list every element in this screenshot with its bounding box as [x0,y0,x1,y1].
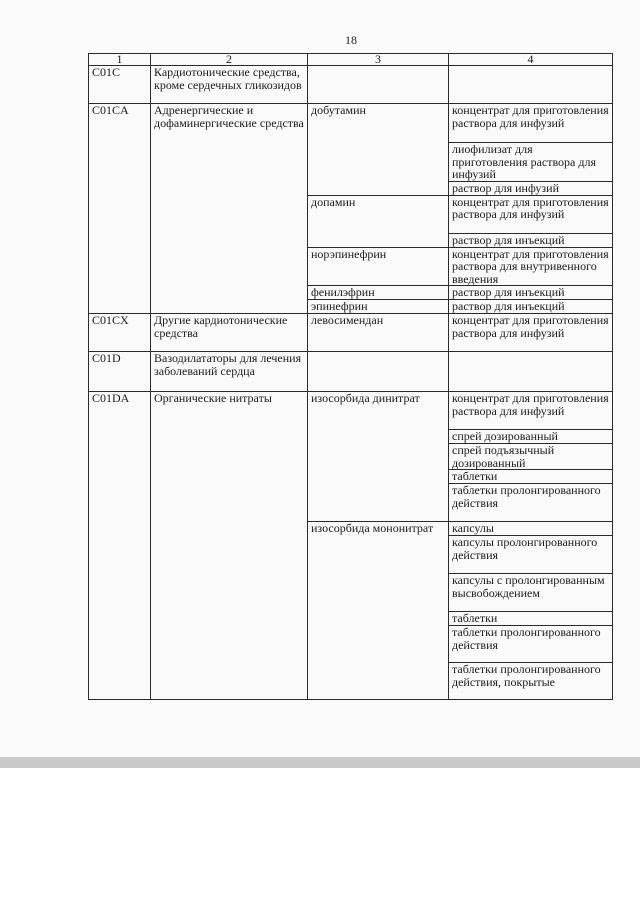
atc-code-cell: C01DA [89,392,151,700]
atc-group-name-cell: Адренергические и дофаминергические средства [151,104,308,314]
drug-name-cell: левосимендан [308,314,449,352]
dosage-form-cell: концентрат для приготовления раствора для внутривенного введения [449,247,613,286]
page-number: 18 [345,33,357,47]
column-header: 1 [89,54,151,66]
atc-group-name-cell: Кардиотонические средства, кроме сердечных гликозидов [151,66,308,104]
atc-group-name-cell: Другие кардиотонические средства [151,314,308,352]
atc-group-name-cell: Органические нитраты [151,392,308,700]
drug-name-cell: допамин [308,195,449,247]
drug-name-cell: изосорбида мононитрат [308,522,449,700]
dosage-form-cell: концентрат для приготовления раствора для инфузий [449,314,613,352]
dosage-form-cell [449,352,613,392]
atc-code-cell: C01D [89,352,151,392]
table-header-row [89,54,613,66]
dosage-form-cell: капсулы [449,522,613,536]
drug-name-cell [308,352,449,392]
scan-edge-band [0,757,640,768]
table-row [89,392,613,430]
dosage-form-cell: капсулы с пролонгированным высвобождением [449,574,613,612]
table-row [89,314,613,352]
drug-name-cell: изосорбида динитрат [308,392,449,522]
dosage-form-cell: раствор для инъекций [449,300,613,314]
dosage-form-cell: спрей подъязычный дозированный [449,444,613,470]
drug-name-cell: эпинефрин [308,300,449,314]
table-row [89,104,613,143]
atc-code-cell: C01C [89,66,151,104]
dosage-form-cell: таблетки пролонгированного действия [449,626,613,663]
atc-group-name-cell: Вазодилататоры для лечения заболеваний сердца [151,352,308,392]
dosage-form-cell: таблетки [449,612,613,626]
dosage-form-cell: раствор для инъекций [449,286,613,300]
dosage-form-cell: раствор для инъекций [449,233,613,247]
dosage-form-cell: концентрат для приготовления раствора для инфузий [449,104,613,143]
dosage-form-cell: спрей дозированный [449,430,613,444]
drug-registry-table [88,53,613,700]
dosage-form-cell: таблетки пролонгированного действия [449,484,613,522]
drug-name-cell: норэпинефрин [308,247,449,286]
dosage-form-cell: концентрат для приготовления раствора для инфузий [449,195,613,233]
table-row [89,352,613,392]
table-row [89,66,613,104]
dosage-form-cell: таблетки пролонгированного действия, покрытые [449,663,613,700]
drug-name-cell: фенилэфрин [308,286,449,300]
dosage-form-cell: лиофилизат для приготовления раствора для инфузий [449,143,613,182]
atc-code-cell: C01CX [89,314,151,352]
drug-name-cell [308,66,449,104]
dosage-form-cell: раствор для инфузий [449,181,613,195]
column-header: 2 [151,54,308,66]
atc-code-cell: C01CA [89,104,151,314]
dosage-form-cell [449,66,613,104]
dosage-form-cell: таблетки [449,470,613,484]
dosage-form-cell: концентрат для приготовления раствора для инфузий [449,392,613,430]
dosage-form-cell: капсулы пролонгированного действия [449,536,613,574]
drug-name-cell: добутамин [308,104,449,196]
column-header: 4 [449,54,613,66]
column-header: 3 [308,54,449,66]
